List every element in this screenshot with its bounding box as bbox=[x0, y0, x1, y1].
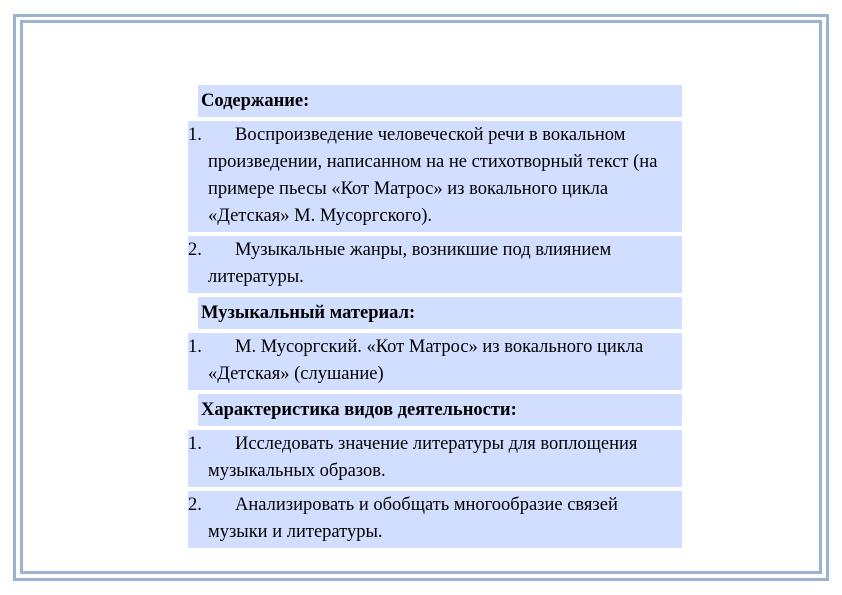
list-text: Анализировать и обобщать многообразие связей музыки и литературы. bbox=[208, 495, 618, 542]
list-text: Музыкальные жанры, возникшие под влиянием литературы. bbox=[208, 240, 612, 287]
list-number: 1. bbox=[188, 337, 202, 357]
list-text: Исследовать значение литературы для воплощения музыкальных образов. bbox=[208, 434, 638, 481]
list-item bbox=[188, 491, 682, 548]
list-item bbox=[188, 430, 682, 487]
list-item bbox=[188, 333, 682, 390]
slide-content bbox=[188, 85, 682, 552]
list-item bbox=[188, 121, 682, 232]
list-number: 2. bbox=[188, 240, 202, 260]
list-number: 1. bbox=[188, 434, 202, 454]
list-item bbox=[188, 236, 682, 293]
list-text: Воспроизведение человеческой речи в вокальном произведении, написанном на не стихотворный текст (на примере пьесы «Кот Матрос» из вокального цикла «Детская» М. Мусоргского). bbox=[208, 125, 658, 226]
list-text: М. Мусоргский. «Кот Матрос» из вокального цикла «Детская» (слушание) bbox=[208, 337, 644, 384]
section-heading-content: Содержание: bbox=[198, 85, 682, 117]
section-heading-activities: Характеристика видов деятельности: bbox=[198, 394, 682, 426]
list-number: 1. bbox=[188, 125, 202, 145]
section-heading-material: Музыкальный материал: bbox=[198, 297, 682, 329]
list-number: 2. bbox=[188, 495, 202, 515]
